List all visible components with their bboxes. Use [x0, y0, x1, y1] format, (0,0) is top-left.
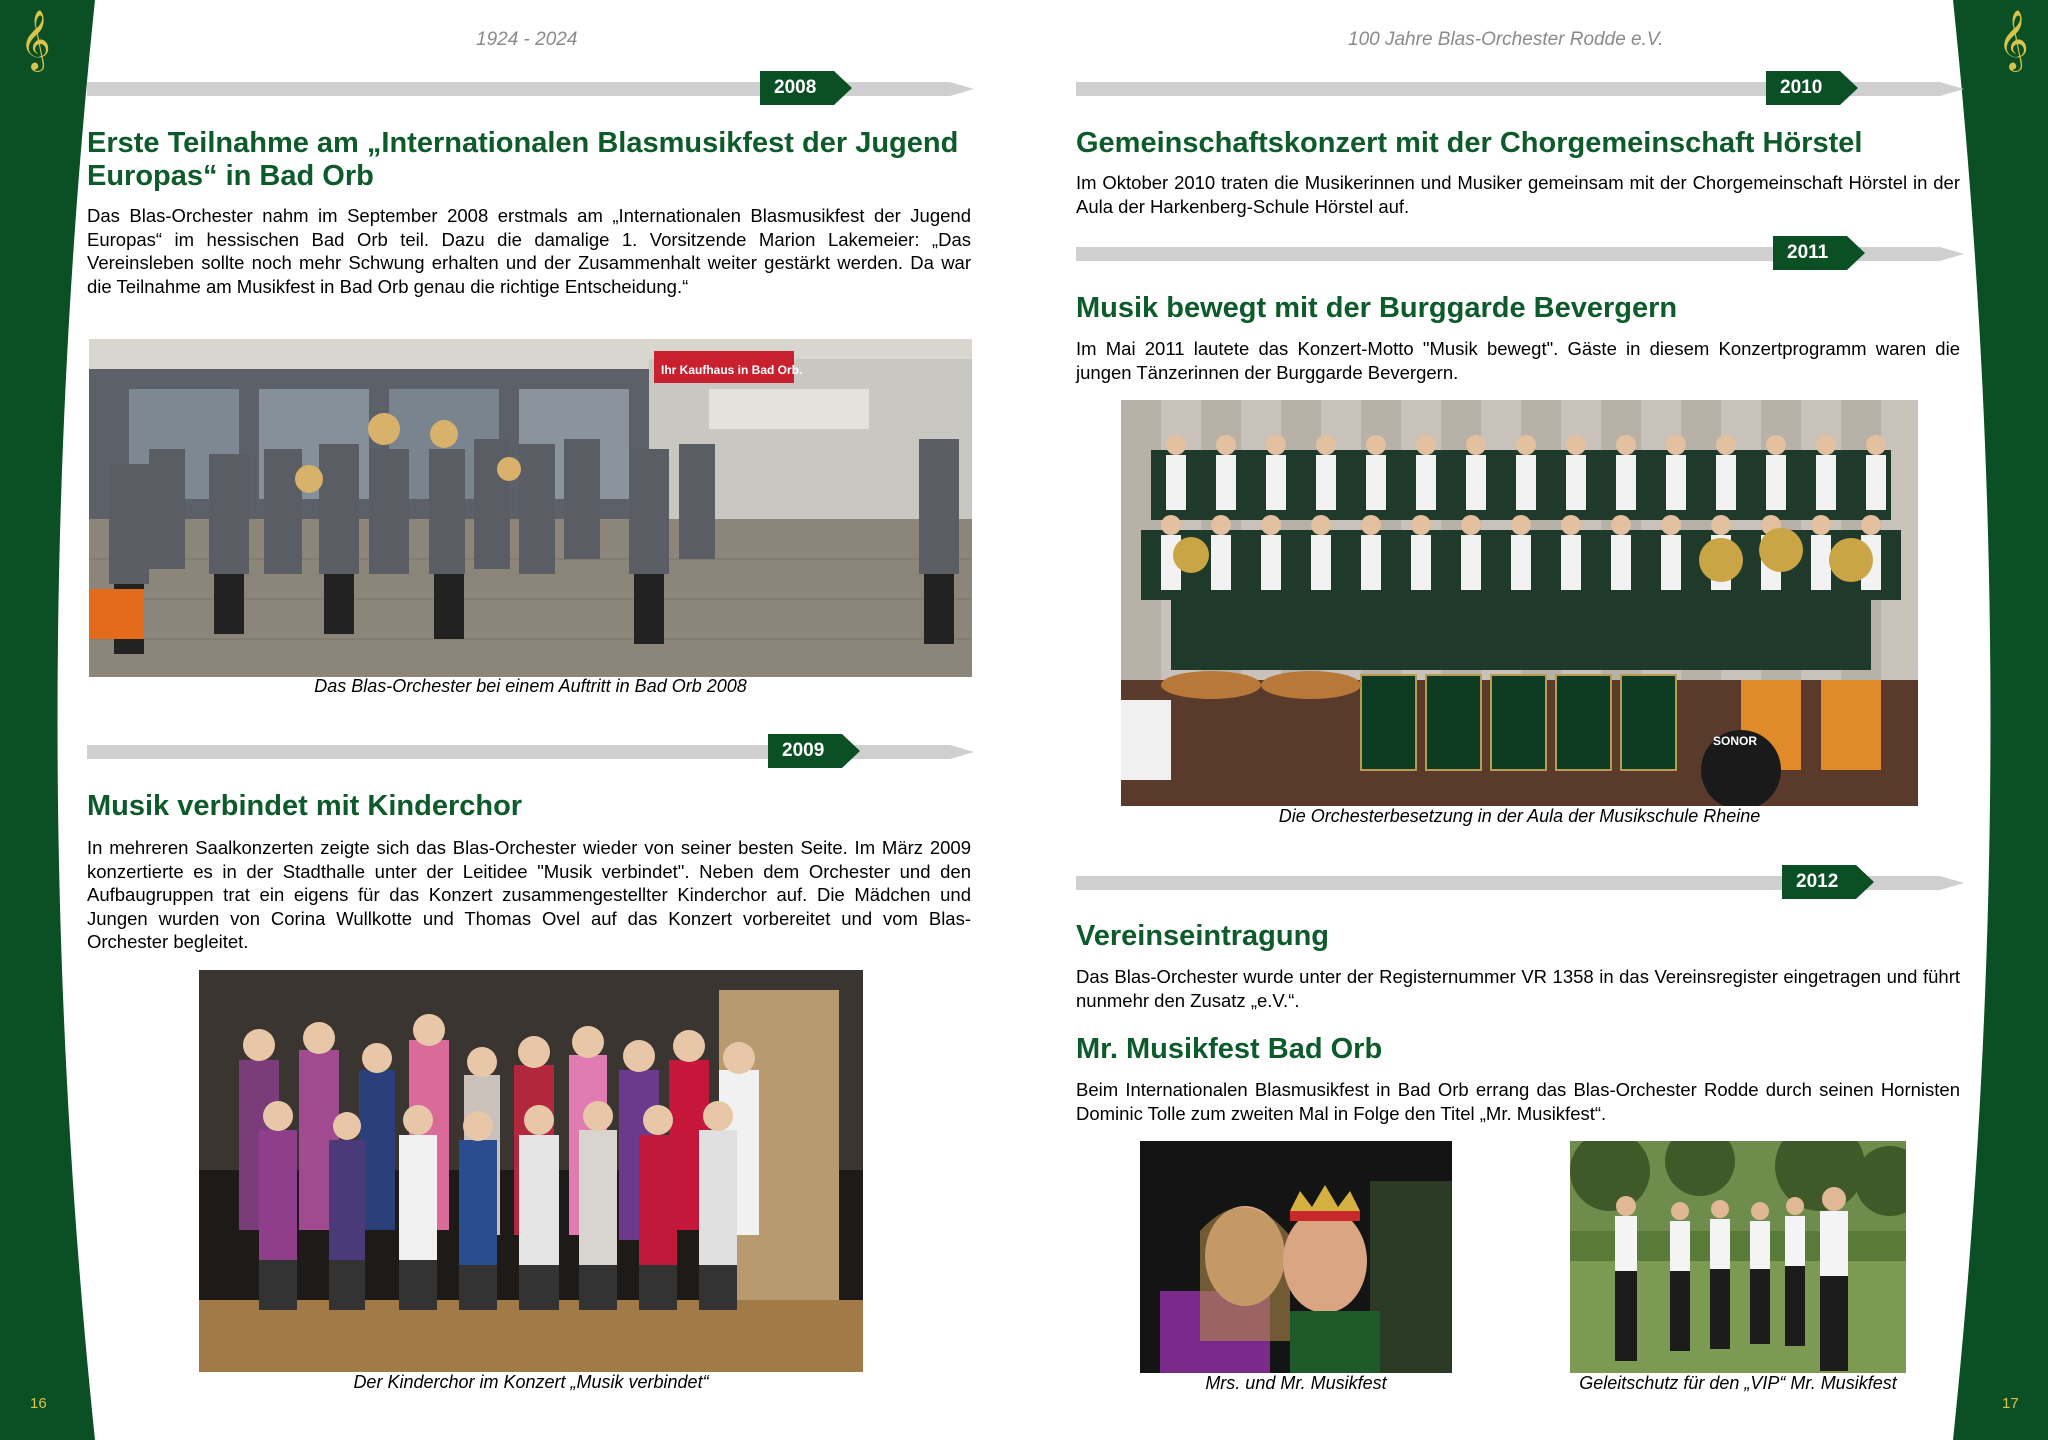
photo-caption-vip: Geleitschutz für den „VIP“ Mr. Musikfest — [1579, 1373, 1897, 1393]
section-subtext-mr-musikfest: Beim Internationalen Blasmusikfest in Bad Orb errang das Blas-Orchester Rodde durch seinen Hornisten Dominic Tolle zum zweiten Mal in Folge den Titel „Mr. Musikfest“. — [1076, 1079, 1960, 1124]
photo-children-choir — [199, 970, 863, 1372]
section-title-2008: Erste Teilnahme am „Internationalen Blasmusikfest der Jugend Europas“ in Bad Orb — [87, 127, 959, 192]
photo-sign-text: Ihr Kaufhaus in Bad Orb. — [661, 363, 803, 377]
photo-caption-2008: Das Blas-Orchester bei einem Auftritt in Bad Orb 2008 — [314, 676, 747, 696]
year-tag: 2010 — [1766, 71, 1840, 105]
section-text-2012: Das Blas-Orchester wurde unter der Registernummer VR 1358 in das Vereinsregister eingetragen und führt nunmehr den Zusatz „e.V.“. — [1076, 966, 1960, 1011]
section-title-2011: Musik bewegt mit der Burggarde Bevergern — [1076, 292, 1678, 324]
treble-clef-icon: 𝄞 — [1998, 10, 2029, 70]
section-text-2011: Im Mai 2011 lautete das Konzert-Motto "Musik bewegt". Gäste in diesem Konzertprogramm waren die jungen Tänzerinnen der Burggarde Bevergern. — [1076, 338, 1960, 383]
photo-caption-mrs-mr: Mrs. und Mr. Musikfest — [1205, 1373, 1387, 1393]
year-tag: 2009 — [768, 734, 842, 768]
photo-caption-2009: Der Kinderchor im Konzert „Musik verbindet“ — [353, 1372, 709, 1392]
section-text-2008: Das Blas-Orchester nahm im September 2008 erstmals am „Internationalen Blasmusikfest der Jugend Europas“ im hessischen Bad Orb teil. Dazu die damalige 1. Vorsitzende Marion Lakemeier: „Das Vereinsleben sollte noch mehr Schwung erhalten und der Zusammenhalt weiter gestärkt werden. Da war die Teilnahme am Musikfest in Bad Orb genau die richtige Entscheidung.“ — [87, 205, 971, 297]
header-left: 1924 - 2024 — [476, 29, 578, 50]
year-bar-2008 — [87, 68, 974, 108]
photo-orchestra-bad-orb — [89, 339, 972, 677]
year-bar-2009 — [87, 731, 974, 771]
year-bar-2010 — [1076, 68, 1964, 108]
year-bar-2012 — [1076, 862, 1964, 902]
photo-caption-2011: Die Orchesterbesetzung in der Aula der Musikschule Rheine — [1278, 806, 1761, 826]
page-number-right: 17 — [2002, 1395, 2019, 1412]
section-title-2009: Musik verbindet mit Kinderchor — [87, 790, 523, 822]
year-tag: 2008 — [760, 71, 834, 105]
photo-mrs-mr-musikfest — [1140, 1141, 1452, 1373]
section-text-2009: In mehreren Saalkonzerten zeigte sich das Blas-Orchester wieder von seiner besten Seite. Im März 2009 konzertierte es in der Stadthalle unter der Leitidee "Musik verbindet". Neben dem Orchester und den Aufbaugruppen trat ein eigens für das Konzert zusammengestellter Kinderchor auf. Die Mädchen und Jungen wurden von Corina Wullkotte und Thomas Ovel auf das Konzert vorbereitet und vom Blas-Orchester begleitet. — [87, 837, 971, 952]
treble-clef-icon: 𝄞 — [20, 10, 51, 70]
section-text-2010: Im Oktober 2010 traten die Musikerinnen und Musiker gemeinsam mit der Chorgemeinschaft Hörstel in der Aula der Harkenberg-Schule Hörstel auf. — [1076, 172, 1960, 217]
year-bar-2011 — [1076, 233, 1964, 273]
photo-vip-escort — [1570, 1141, 1906, 1373]
drum-label: SONOR — [1713, 734, 1758, 748]
section-subtitle-mr-musikfest: Mr. Musikfest Bad Orb — [1076, 1033, 1383, 1065]
photo-orchestra-rheine — [1121, 400, 1918, 806]
section-title-2010: Gemeinschaftskonzert mit der Chorgemeinschaft Hörstel — [1076, 127, 1863, 159]
header-right: 100 Jahre Blas-Orchester Rodde e.V. — [1348, 29, 1664, 50]
section-title-2012: Vereinseintragung — [1076, 920, 1330, 952]
page-number-left: 16 — [30, 1395, 47, 1412]
year-tag: 2011 — [1773, 236, 1847, 270]
year-tag: 2012 — [1782, 865, 1856, 899]
